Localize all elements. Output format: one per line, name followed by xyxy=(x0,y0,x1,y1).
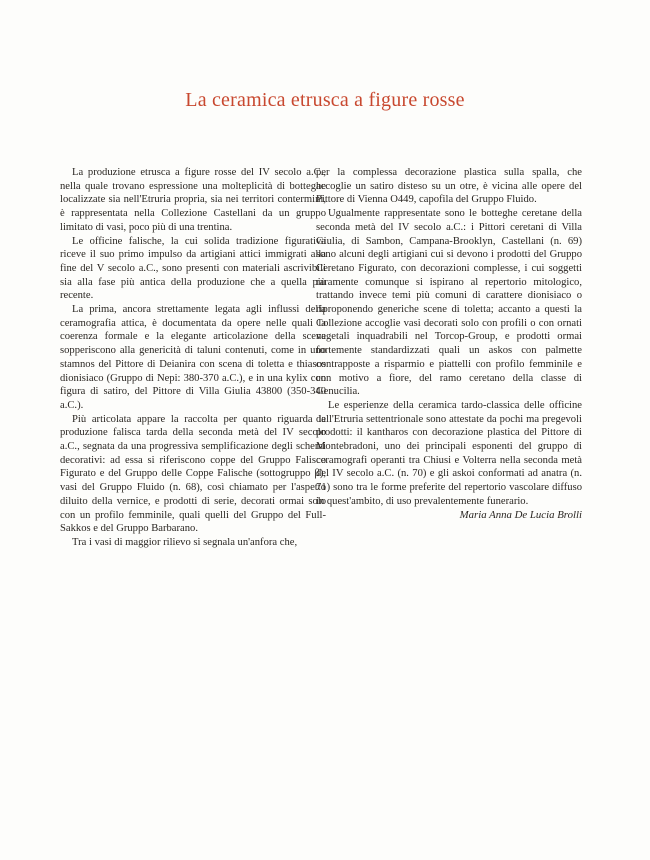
paragraph: Tra i vasi di maggior rilievo si segnala un'anfora che, xyxy=(72,536,298,548)
paragraph: La prima, ancora strettamente legata agli influssi della ceramografia attica, è documentata da opere nelle quali la coerenza formale e la elegante articolazione della scena sopperiscono alla genericità di taluni contenuti, come in uno stamnos del Pittore di Deianira con scena di toletta e thiasos dionisiaco (Gruppo di Nepi: 380-370 a.C.), e in una kylix con figura di satiro, del Pittore di Villa Giulia 43800 (350-340 a.C.). xyxy=(60,304,326,411)
page-title: La ceramica etrusca a figure rosse xyxy=(185,89,465,111)
paragraph: Più articolata appare la raccolta per quanto riguarda la produzione falisca tarda della seconda metà del IV secolo a.C., segnata da una progressiva semplificazione degli schemi decorativi: ad essa si riferiscono coppe del Gruppo Falisco Figurato e del Gruppo delle Coppe Falische (sottogruppo β), vasi del Gruppo Fluido (n. 68), così chiamato per l'aspetto diluito della vernice, e prodotti di serie, decorati ormai solo con un profilo femminile, quali quelli del Gruppo del Full-Sakkos e del Gruppo Barbarano. xyxy=(60,413,326,535)
paragraph: Ugualmente rappresentate sono le botteghe ceretane della seconda metà del IV secolo a.C.: i Pittori ceretani di Villa Giulia, di Sambon, Campana-Brooklyn, Castellani (n. 69) sono alcuni degli artigiani cui si devono i prodotti del Gruppo Ceretano Figurato, con decorazioni complesse, i cui soggetti raramente comunque si ispirano al repertorio mitologico, trattando invece temi più comuni di carattere dionisiaco o riproponendo generiche scene di toletta; accanto a questi la Collezione accoglie vasi decorati solo con profili o con ornati vegetali inquadrabili nel Torcop-Group, e prodotti ormai fortemente standardizzati quali un askos con palmette contrapposte a risparmio e piattelli con profilo femminile e con motivo a fiore, del ramo ceretano della classe di Genucilia. xyxy=(316,208,582,398)
paragraph: Le officine falische, la cui solida tradizione figurativa riceve il suo primo impulso da artigiani attici immigrati alla fine del V secolo a.C., sono presenti con materiali ascrivibili sia alla fase più antica della produzione che a quella più recente. xyxy=(60,235,326,302)
text-column-right xyxy=(316,166,582,522)
paragraph: La produzione etrusca a figure rosse del IV secolo a.C., nella quale trovano espressione una molteplicità di botteghe localizzate sia nell'Etruria propria, sia nei territori contermini, è rappresentata nella Collezione Castellani da un gruppo limitato di vasi, poco più di una trentina. xyxy=(60,167,326,233)
text-column-left xyxy=(60,166,326,550)
author-signature: Maria Anna De Lucia Brolli xyxy=(459,508,582,521)
paragraph: Le esperienze della ceramica tardo-classica delle officine dell'Etruria settentrionale sono attestate da pochi ma pregevoli prodotti: il kantharos con decorazione plastica del Pittore di Montebradoni, uno dei principali esponenti del gruppo di ceramografi operanti tra Chiusi e Volterra nella seconda metà del IV secolo a.C. (n. 70) e gli askoi conformati ad anatra (n. 71) sono tra le forme preferite del repertorio vascolare diffuso in quest'ambito, di uso prevalentemente funerario. xyxy=(316,399,582,507)
paragraph: per la complessa decorazione plastica sulla spalla, che accoglie un satiro disteso su un otre, è vicina alle opere del Pittore di Vienna O449, capofila del Gruppo Fluido. xyxy=(316,167,582,206)
